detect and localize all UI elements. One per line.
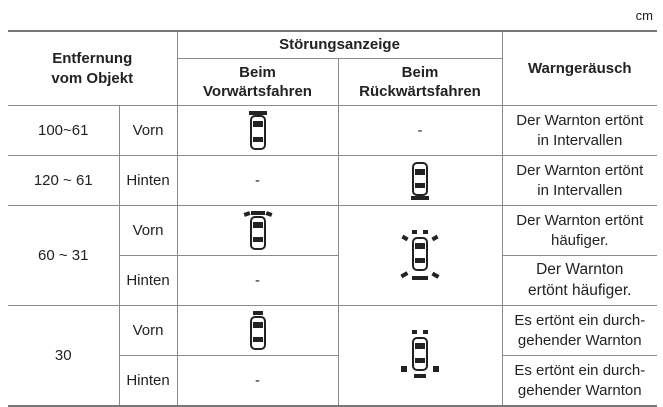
header-sound: Warngeräusch bbox=[502, 31, 657, 106]
distance-cell: 120 ~ 61 bbox=[8, 156, 119, 206]
header-distance: Entfernung vom Objekt bbox=[8, 31, 177, 106]
distance-cell: 30 bbox=[8, 306, 119, 407]
sound-cell: Der Warnton ertönt in Intervallen bbox=[502, 106, 657, 156]
sound-cell: Der Warnton ertönt häufiger. bbox=[502, 206, 657, 256]
sensor-table bbox=[8, 30, 657, 407]
position-cell: Hinten bbox=[119, 256, 177, 306]
distance-cell: 100~61 bbox=[8, 106, 119, 156]
reverse-cell: - bbox=[338, 106, 502, 156]
header-display: Störungsanzeige bbox=[177, 31, 502, 59]
header-forward: Beim Vorwärtsfahren bbox=[177, 59, 338, 106]
forward-cell: - bbox=[177, 356, 338, 407]
car-rear-corner-sensors-icon bbox=[398, 230, 442, 282]
forward-cell bbox=[177, 306, 338, 356]
forward-cell bbox=[177, 106, 338, 156]
car-front-sensors-icon bbox=[241, 211, 275, 251]
sound-cell: Der Warnton ertönt in Intervallen bbox=[502, 156, 657, 206]
forward-cell bbox=[177, 206, 338, 256]
sound-cell: Der Warnton ertönt häufiger. bbox=[502, 256, 657, 306]
car-rear-sensors-icon bbox=[409, 161, 431, 201]
position-cell: Hinten bbox=[119, 156, 177, 206]
sound-cell: Es ertönt ein durch- gehender Warnton bbox=[502, 356, 657, 407]
sound-cell: Es ertönt ein durch- gehender Warnton bbox=[502, 306, 657, 356]
forward-cell: - bbox=[177, 156, 338, 206]
position-cell: Vorn bbox=[119, 106, 177, 156]
distance-cell: 60 ~ 31 bbox=[8, 206, 119, 306]
header-reverse: Beim Rückwärtsfahren bbox=[338, 59, 502, 106]
forward-cell: - bbox=[177, 256, 338, 306]
position-cell: Hinten bbox=[119, 356, 177, 407]
reverse-cell bbox=[338, 306, 502, 407]
reverse-cell bbox=[338, 206, 502, 306]
unit-label: cm bbox=[635, 8, 653, 23]
car-front-sensors-icon bbox=[247, 111, 269, 151]
position-cell: Vorn bbox=[119, 306, 177, 356]
reverse-cell bbox=[338, 156, 502, 206]
car-rear-corner-sensors-icon bbox=[398, 330, 442, 382]
car-front-sensors-icon bbox=[241, 311, 275, 351]
position-cell: Vorn bbox=[119, 206, 177, 256]
